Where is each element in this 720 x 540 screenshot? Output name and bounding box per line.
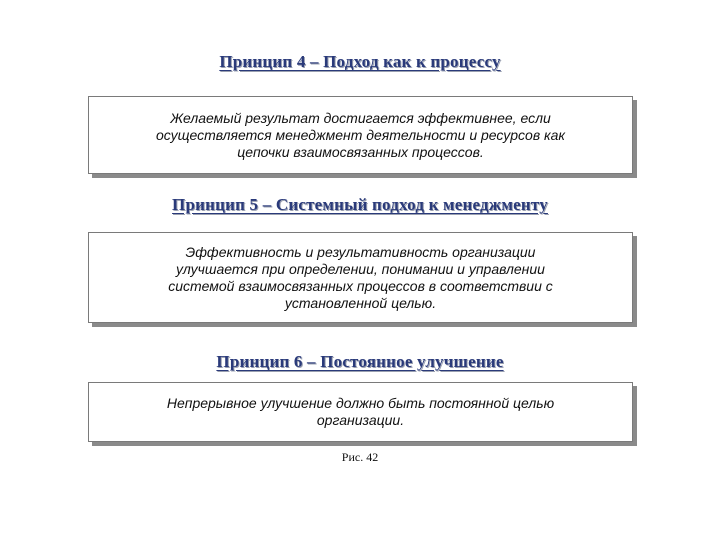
principle-5-title: Принцип 5 – Системный подход к менеджменту <box>172 195 548 214</box>
principle-5-box <box>88 232 633 323</box>
principle-4-box <box>88 96 633 174</box>
principle-6-title: Принцип 6 – Постоянное улучшение <box>216 352 504 371</box>
principle-4-title: Принцип 4 – Подход как к процессу <box>219 52 501 71</box>
principle-5-text: Эффективность и результативность организации улучшается при определении, понимании и управлении системой взаимосвязанных процессов в соответствии с установленной целью. <box>168 243 553 311</box>
principle-4-text: Желаемый результат достигается эффективнее, если осуществляется менеджмент деятельности и ресурсов как цепочки взаимосвязанных процессов. <box>155 109 566 160</box>
principle-6-text: Непрерывное улучшение должно быть постоянной целью организации. <box>166 395 555 428</box>
principle-6-box <box>88 382 633 442</box>
figure-caption: Рис. 42 <box>341 450 379 464</box>
